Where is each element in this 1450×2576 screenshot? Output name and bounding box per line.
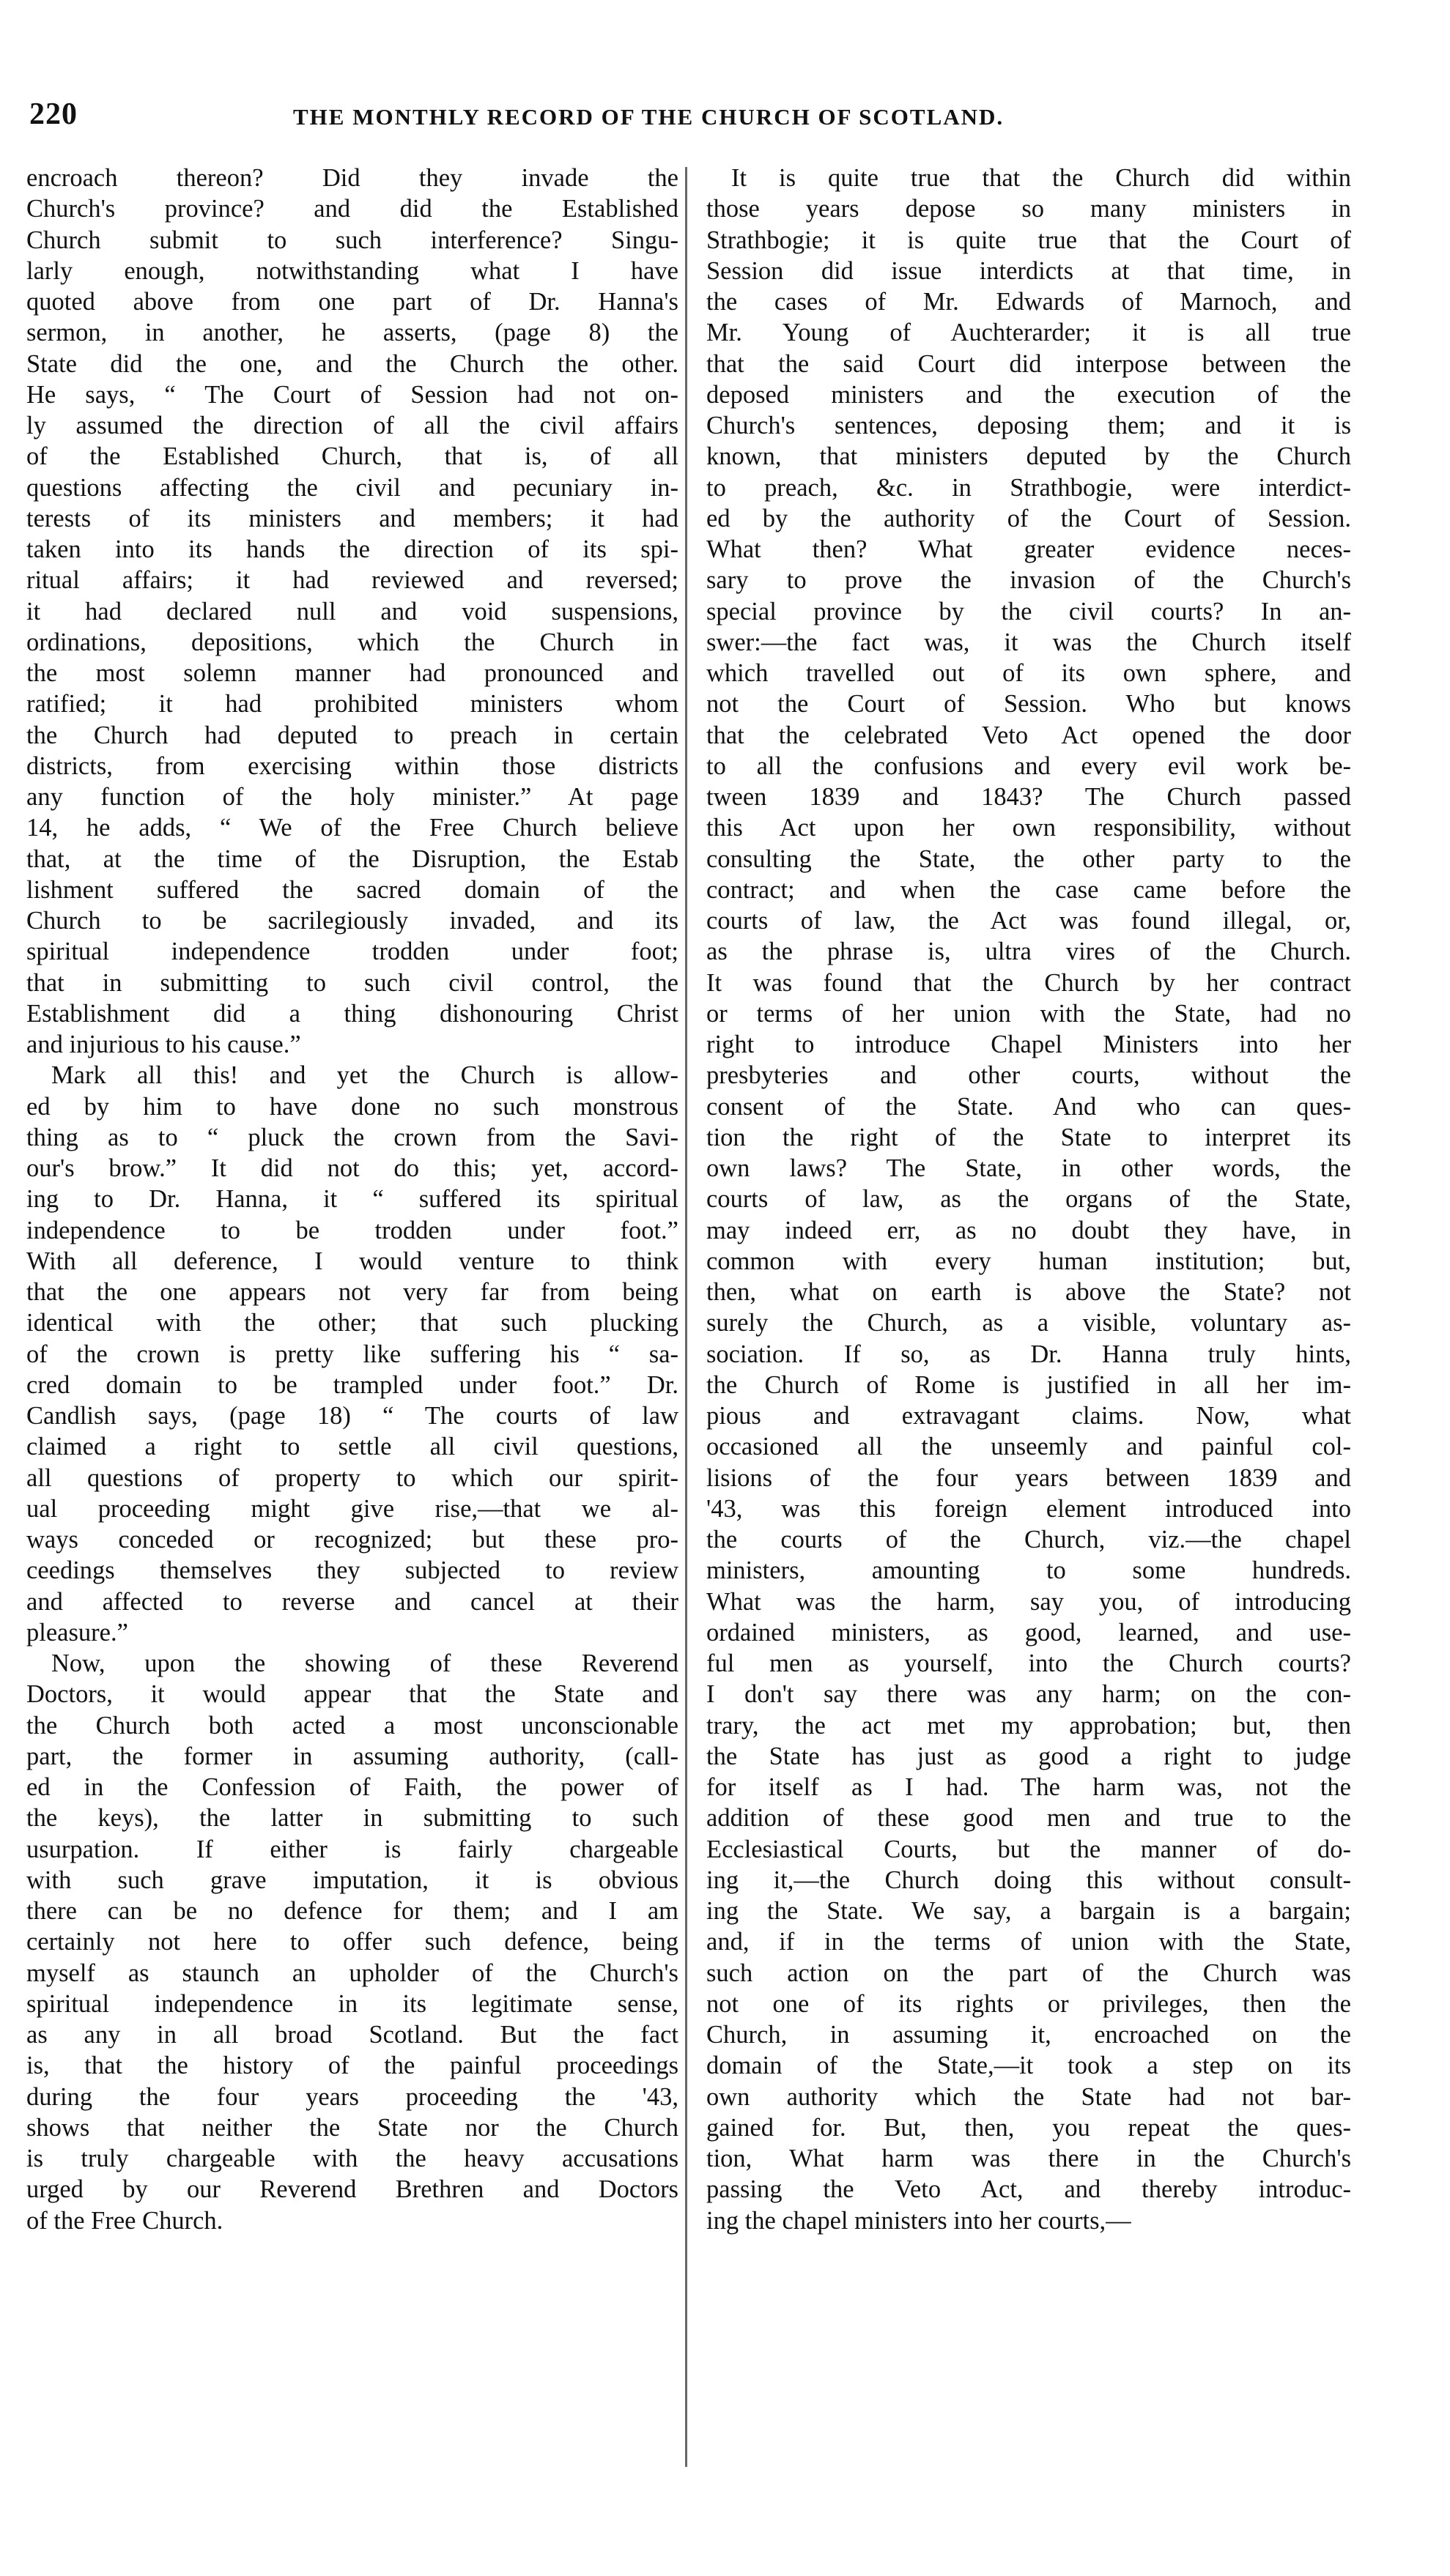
text-line: Establishment did a thing dishonouring Christ xyxy=(26,999,678,1028)
text-line: ways conceded or recognized; but these pro- xyxy=(26,1526,678,1554)
text-line: domain of the State,—it took a step on its xyxy=(706,2052,1351,2080)
text-line: any function of the holy minister.” At page xyxy=(26,783,678,811)
text-line: Now, upon the showing of these Reverend xyxy=(51,1649,678,1677)
text-line: surely the Church, as a visible, voluntary as- xyxy=(706,1309,1351,1337)
text-line: sermon, in another, he asserts, (page 8) the xyxy=(26,319,678,347)
text-line: larly enough, notwithstanding what I have xyxy=(26,256,678,285)
text-line: not one of its rights or privileges, then the xyxy=(706,1989,1351,2018)
text-line: and injurious to his cause.” xyxy=(26,1031,301,1058)
text-line: thing as to “ pluck the crown from the Savi- xyxy=(26,1123,678,1151)
text-line: part, the former in assuming authority, (call- xyxy=(26,1742,678,1770)
text-line: Session did issue interdicts at that time, in xyxy=(706,256,1351,285)
text-line: that in submitting to such civil control, the xyxy=(26,968,678,997)
text-line: Mr. Young of Auchterarder; it is all true xyxy=(706,319,1351,347)
text-line: independence to be trodden under foot.” xyxy=(26,1216,678,1244)
text-line: ed by him to have done no such monstrous xyxy=(26,1092,678,1121)
text-line: encroach thereon? Did they invade the xyxy=(26,164,678,192)
text-line: 14, he adds, “ We of the Free Church believe xyxy=(26,814,678,842)
text-line: tween 1839 and 1843? The Church passed xyxy=(706,783,1351,811)
text-line: sociation. If so, as Dr. Hanna truly hints, xyxy=(706,1340,1351,1368)
text-line: What was the harm, say you, of introducing xyxy=(706,1587,1351,1616)
text-line: special province by the civil courts? In an- xyxy=(706,597,1351,626)
text-line: ing the State. We say, a bargain is a bargain; xyxy=(706,1897,1351,1925)
text-line: may indeed err, as no doubt they have, in xyxy=(706,1216,1351,1244)
text-line: With all deference, I would venture to think xyxy=(26,1247,678,1275)
text-line: districts, from exercising within those districts xyxy=(26,751,678,780)
text-line: sary to prove the invasion of the Church's xyxy=(706,566,1351,595)
text-line: then, what on earth is above the State? not xyxy=(706,1278,1351,1306)
text-line: Doctors, it would appear that the State and xyxy=(26,1680,678,1709)
text-line: is truly chargeable with the heavy accusations xyxy=(26,2145,678,2172)
text-line: Church's sentences, deposing them; and it is xyxy=(706,412,1351,439)
text-line: all questions of property to which our spirit- xyxy=(26,1463,678,1492)
text-line: ceedings themselves they subjected to review xyxy=(26,1556,678,1585)
text-line: terests of its ministers and members; it had xyxy=(26,504,678,532)
text-line: not the Court of Session. Who but knows xyxy=(706,690,1351,719)
text-line: that the said Court did interpose between the xyxy=(706,349,1351,378)
text-line: quoted above from one part of Dr. Hanna's xyxy=(26,288,678,316)
text-line: the courts of the Church, viz.—the chapel xyxy=(706,1526,1351,1554)
text-line: as any in all broad Scotland. But the fact xyxy=(26,2021,678,2049)
text-line: and, if in the terms of union with the State, xyxy=(706,1928,1351,1956)
text-line: Church, in assuming it, encroached on the xyxy=(706,2021,1351,2049)
text-line: this Act upon her own responsibility, without xyxy=(706,814,1351,842)
text-line: contract; and when the case came before the xyxy=(706,875,1351,904)
text-line: questions affecting the civil and pecuniary in- xyxy=(26,473,678,502)
page-header xyxy=(29,97,1377,141)
text-line: ordinations, depositions, which the Church in xyxy=(26,628,678,656)
text-line: shows that neither the State nor the Church xyxy=(26,2113,678,2142)
text-line: swer:—the fact was, it was the Church itself xyxy=(706,628,1351,656)
text-line: occasioned all the unseemly and painful col- xyxy=(706,1433,1351,1461)
text-line: addition of these good men and true to the xyxy=(706,1804,1351,1833)
text-line: ed in the Confession of Faith, the power of xyxy=(26,1773,678,1801)
text-line: State did the one, and the Church the other. xyxy=(26,349,678,378)
text-line: '43, was this foreign element introduced into xyxy=(706,1494,1351,1523)
text-line: or terms of her union with the State, had no xyxy=(706,999,1351,1028)
text-line: the most solemn manner had pronounced and xyxy=(26,659,678,687)
text-line: which travelled out of its own sphere, and xyxy=(706,659,1351,687)
text-line: It was found that the Church by her contract xyxy=(706,968,1351,997)
text-line: usurpation. If either is fairly chargeable xyxy=(26,1835,678,1863)
text-line: He says, “ The Court of Session had not on- xyxy=(26,380,678,409)
text-line: the State has just as good a right to judge xyxy=(706,1742,1351,1770)
text-line: I don't say there was any harm; on the con- xyxy=(706,1680,1351,1709)
text-line: lisions of the four years between 1839 and xyxy=(706,1463,1351,1492)
text-line: ratified; it had prohibited ministers whom xyxy=(26,690,678,719)
text-line: ritual affairs; it had reviewed and reversed; xyxy=(26,566,678,595)
text-line: consent of the State. And who can ques- xyxy=(706,1092,1351,1121)
text-line: gained for. But, then, you repeat the ques- xyxy=(706,2113,1351,2142)
text-line: the Church of Rome is justified in all her im- xyxy=(706,1370,1351,1399)
text-line: of the Established Church, that is, of all xyxy=(26,442,678,471)
text-line: that the one appears not very far from being xyxy=(26,1278,678,1306)
text-line: Mark all this! and yet the Church is allow- xyxy=(51,1061,678,1090)
text-line: pious and extravagant claims. Now, what xyxy=(706,1402,1351,1430)
text-line: there can be no defence for them; and I am xyxy=(26,1897,678,1925)
text-line: courts of law, the Act was found illegal, or, xyxy=(706,907,1351,935)
text-line: identical with the other; that such plucking xyxy=(26,1309,678,1337)
text-line: ly assumed the direction of all the civil affairs xyxy=(26,412,678,439)
text-line: consulting the State, the other party to the xyxy=(706,845,1351,873)
text-line: own authority which the State had not bar- xyxy=(706,2082,1351,2111)
text-line: of the Free Church. xyxy=(26,2206,223,2235)
text-line: the Church had deputed to preach in certain xyxy=(26,721,678,749)
text-line: ing it,—the Church doing this without consult- xyxy=(706,1866,1351,1894)
text-line: courts of law, as the organs of the State, xyxy=(706,1185,1351,1214)
page-number: 220 xyxy=(29,97,78,131)
text-line: with such grave imputation, it is obvious xyxy=(26,1866,678,1894)
text-line: Church to be sacrilegiously invaded, and its xyxy=(26,907,678,935)
text-line: spiritual independence in its legitimate sense, xyxy=(26,1989,678,2018)
text-line: certainly not here to offer such defence, being xyxy=(26,1928,678,1956)
running-head: THE MONTHLY RECORD OF THE CHURCH OF SCOTLAND. xyxy=(293,104,1005,130)
text-line: myself as staunch an upholder of the Church's xyxy=(26,1959,678,1987)
text-line: known, that ministers deputed by the Church xyxy=(706,442,1351,471)
text-line: is, that the history of the painful proceedings xyxy=(26,2052,678,2080)
text-line: ordained ministers, as good, learned, and use- xyxy=(706,1618,1351,1647)
text-line: Church submit to such interference? Singu- xyxy=(26,226,678,254)
text-line: the Church both acted a most unconscionable xyxy=(26,1711,678,1740)
text-line: it had declared null and void suspensions, xyxy=(26,597,678,626)
text-line: passing the Veto Act, and thereby introduc- xyxy=(706,2175,1351,2204)
text-line: deposed ministers and the execution of the xyxy=(706,380,1351,409)
text-line: ual proceeding might give rise,—that we al- xyxy=(26,1494,678,1523)
text-line: during the four years proceeding the '43, xyxy=(26,2082,678,2111)
text-line: trary, the act met my approbation; but, then xyxy=(706,1711,1351,1740)
text-line: to preach, &c. in Strathbogie, were interdict- xyxy=(706,473,1351,502)
text-line: that the celebrated Veto Act opened the door xyxy=(706,721,1351,749)
text-line: claimed a right to settle all civil questions, xyxy=(26,1433,678,1461)
text-line: and affected to reverse and cancel at their xyxy=(26,1587,678,1616)
text-line: pleasure.” xyxy=(26,1618,128,1647)
text-line: urged by our Reverend Brethren and Doctors xyxy=(26,2175,678,2204)
text-line: those years depose so many ministers in xyxy=(706,195,1351,223)
text-line: the keys), the latter in submitting to such xyxy=(26,1804,678,1833)
text-line: ing to Dr. Hanna, it “ suffered its spiritual xyxy=(26,1185,678,1214)
right-column xyxy=(706,163,1351,2236)
text-line: tion, What harm was there in the Church's xyxy=(706,2145,1351,2172)
text-line: right to introduce Chapel Ministers into her xyxy=(706,1031,1351,1058)
text-line: Strathbogie; it is quite true that the Court of xyxy=(706,226,1351,254)
text-line: to all the confusions and every evil work be- xyxy=(706,751,1351,780)
left-column xyxy=(26,163,678,2236)
text-line: lishment suffered the sacred domain of the xyxy=(26,875,678,904)
text-line: Church's province? and did the Established xyxy=(26,195,678,223)
text-line: common with every human institution; but, xyxy=(706,1247,1351,1275)
text-line: that, at the time of the Disruption, the Estab xyxy=(26,845,678,873)
text-line: as the phrase is, ultra vires of the Church. xyxy=(706,938,1351,966)
text-line: presbyteries and other courts, without the xyxy=(706,1061,1351,1090)
text-line: What then? What greater evidence neces- xyxy=(706,535,1351,563)
text-line: of the crown is pretty like suffering his “ sa- xyxy=(26,1340,678,1368)
text-line: ing the chapel ministers into her courts,— xyxy=(706,2206,1131,2235)
text-line: ministers, amounting to some hundreds. xyxy=(706,1556,1351,1585)
text-line: cred domain to be trampled under foot.” Dr. xyxy=(26,1370,678,1399)
text-line: the cases of Mr. Edwards of Marnoch, and xyxy=(706,288,1351,316)
text-line: our's brow.” It did not do this; yet, accord- xyxy=(26,1154,678,1182)
text-line: ed by the authority of the Court of Session. xyxy=(706,504,1351,532)
text-line: Ecclesiastical Courts, but the manner of do- xyxy=(706,1835,1351,1863)
text-line: such action on the part of the Church was xyxy=(706,1959,1351,1987)
text-line: spiritual independence trodden under foot; xyxy=(26,938,678,966)
text-line: taken into its hands the direction of its spi- xyxy=(26,535,678,563)
text-line: ful men as yourself, into the Church courts? xyxy=(706,1649,1351,1677)
text-line: It is quite true that the Church did within xyxy=(731,164,1351,192)
column-divider xyxy=(685,167,687,2467)
text-line: own laws? The State, in other words, the xyxy=(706,1154,1351,1182)
text-line: Candlish says, (page 18) “ The courts of law xyxy=(26,1402,678,1430)
text-line: for itself as I had. The harm was, not the xyxy=(706,1773,1351,1801)
text-line: tion the right of the State to interpret its xyxy=(706,1123,1351,1151)
